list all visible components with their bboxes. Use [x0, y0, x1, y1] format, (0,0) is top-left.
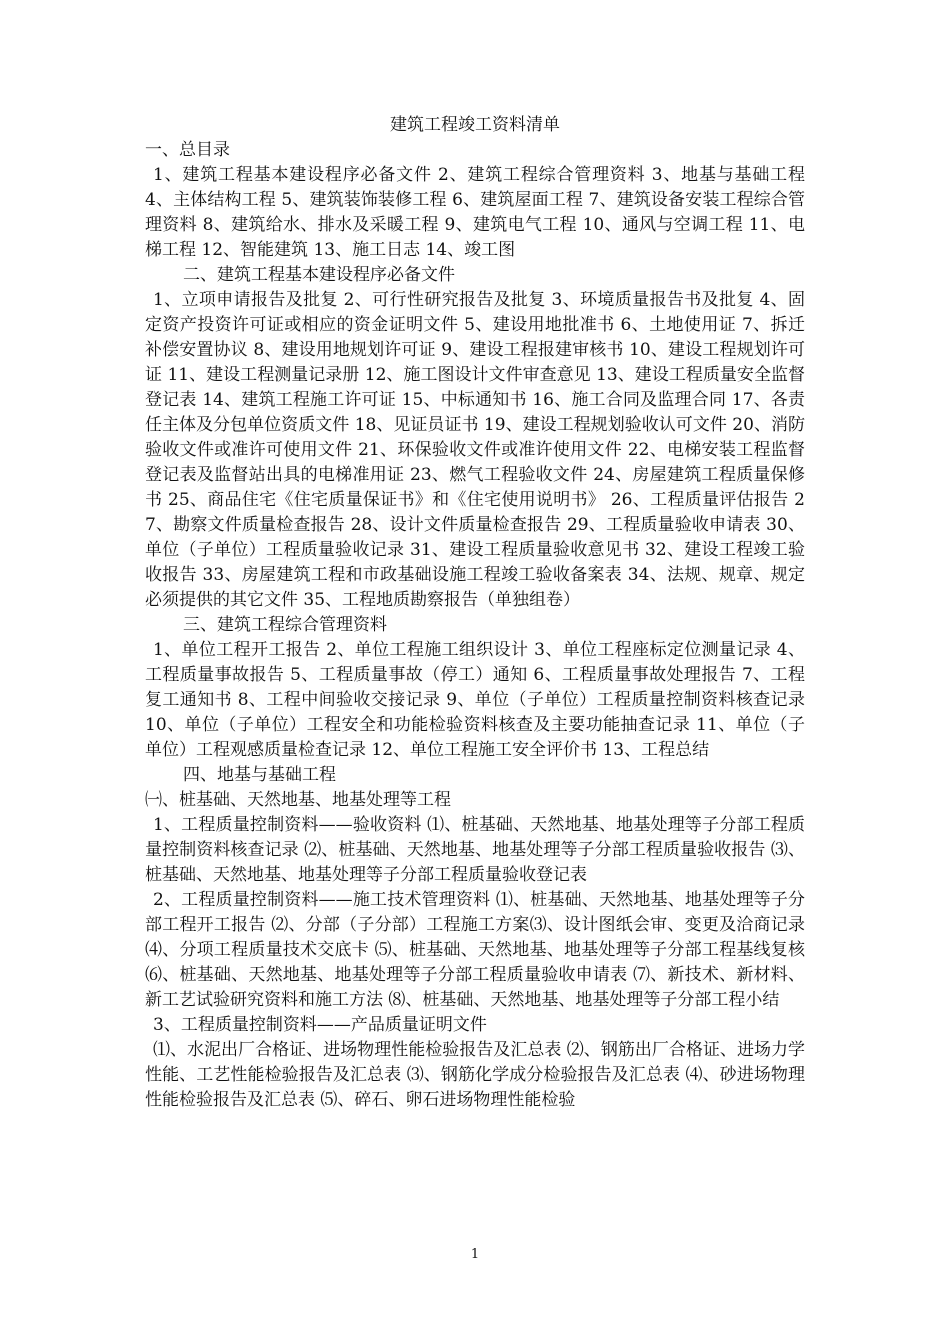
item-product-certificates: 3、工程质量控制资料——产品质量证明文件 [153, 1015, 487, 1035]
item-acceptance-data: 1、工程质量控制资料——验收资料 ⑴、桩基础、天然地基、地基处理等子分部工程质量控制资料核查记录 ⑵、桩基础、天然地基、地基处理等子分部工程质量验收报告 ⑶、桩基础、天然地基、地基处理等子分部工程质量验收登记表 [145, 815, 805, 885]
section-heading-management: 三、建筑工程综合管理资料 [183, 615, 387, 635]
document-title: 建筑工程竣工资料清单 [390, 115, 560, 135]
section-body-general-index: 1、建筑工程基本建设程序必备文件 2、建筑工程综合管理资料 3、地基与基础工程 4、主体结构工程 5、建筑装饰装修工程 6、建筑屋面工程 7、建筑设备安装工程综合管理资料 8、建筑给水、排水及采暖工程 9、建筑电气工程 10、通风与空调工程 11、电梯工程 12、智能建筑 13、施工日志 14、竣工图 [145, 165, 805, 260]
section-heading-general-index: 一、总目录 [145, 140, 230, 160]
section-body-basic-procedure: 1、立项申请报告及批复 2、可行性研究报告及批复 3、环境质量报告书及批复 4、固定资产投资许可证或相应的资金证明文件 5、建设用地批准书 6、土地使用证 7、拆迁补偿安置协议 8、建设用地规划许可证 9、建设工程报建审核书 10、建设工程规划许可证 11、建设工程测量记录册 12、施工图设计文件审查意见 13、建设工程质量安全监督登记表 14、建筑工程施工许可证 15、中标通知书 16、施工合同及监理合同 17、各责任主体及分包单位资质文件 18、见证员证书 19、建设工程规划验收认可文件 20、消防验收文件或准许可使用文件 21、环保验收文件或准许使用文件 22、电梯安装工程监督登记表及监督站出具的电梯准用证 23、燃气工程验收文件 24、房屋建筑工程质量保修书 25、商品住宅《住宅质量保证书》和《住宅使用说明书》 26、工程质量评估报告 27、勘察文件质量检查报告 28、设计文件质量检查报告 29、工程质量验收申请表 30、单位（子单位）工程质量验收记录 31、建设工程质量验收意见书 32、建设工程竣工验收报告 33、房屋建筑工程和市政基础设施工程竣工验收备案表 34、法规、规章、规定必须提供的其它文件 35、工程地质勘察报告（单独组卷） [145, 290, 805, 610]
item-technical-management: 2、工程质量控制资料——施工技术管理资料 ⑴、桩基础、天然地基、地基处理等子分部工程开工报告 ⑵、分部（子分部）工程施工方案⑶、设计图纸会审、变更及洽商记录 ⑷、分项工程质量技术交底卡 ⑸、桩基础、天然地基、地基处理等子分部工程基线复核 ⑹、桩基础、天然地基、地基处理等子分部工程质量验收申请表 ⑺、新技术、新材料、新工艺试验研究资料和施工方法 ⑻、桩基础、天然地基、地基处理等子分部工程小结 [145, 890, 805, 1010]
section-heading-foundation: 四、地基与基础工程 [183, 765, 336, 785]
section-body-management: 1、单位工程开工报告 2、单位工程施工组织设计 3、单位工程座标定位测量记录 4、工程质量事故报告 5、工程质量事故（停工）通知 6、工程质量事故处理报告 7、工程复工通知书 8、工程中间验收交接记录 9、单位（子单位）工程质量控制资料核查记录 10、单位（子单位）工程安全和功能检验资料核查及主要功能抽查记录 11、单位（子单位）工程观感质量检查记录 12、单位工程施工安全评价书 13、工程总结 [145, 640, 805, 760]
page-number: 1 [470, 1247, 480, 1262]
subsection-heading-pile-foundation: ㈠、桩基础、天然地基、地基处理等工程 [145, 790, 451, 810]
item-product-certificates-body: ⑴、水泥出厂合格证、进场物理性能检验报告及汇总表 ⑵、钢筋出厂合格证、进场力学性能、工艺性能检验报告及汇总表 ⑶、钢筋化学成分检验报告及汇总表 ⑷、砂进场物理性能检验报告及汇总表 ⑸、碎石、卵石进场物理性能检验 [145, 1040, 805, 1110]
section-heading-basic-procedure: 二、建筑工程基本建设程序必备文件 [183, 265, 455, 285]
document-body [145, 113, 805, 1113]
